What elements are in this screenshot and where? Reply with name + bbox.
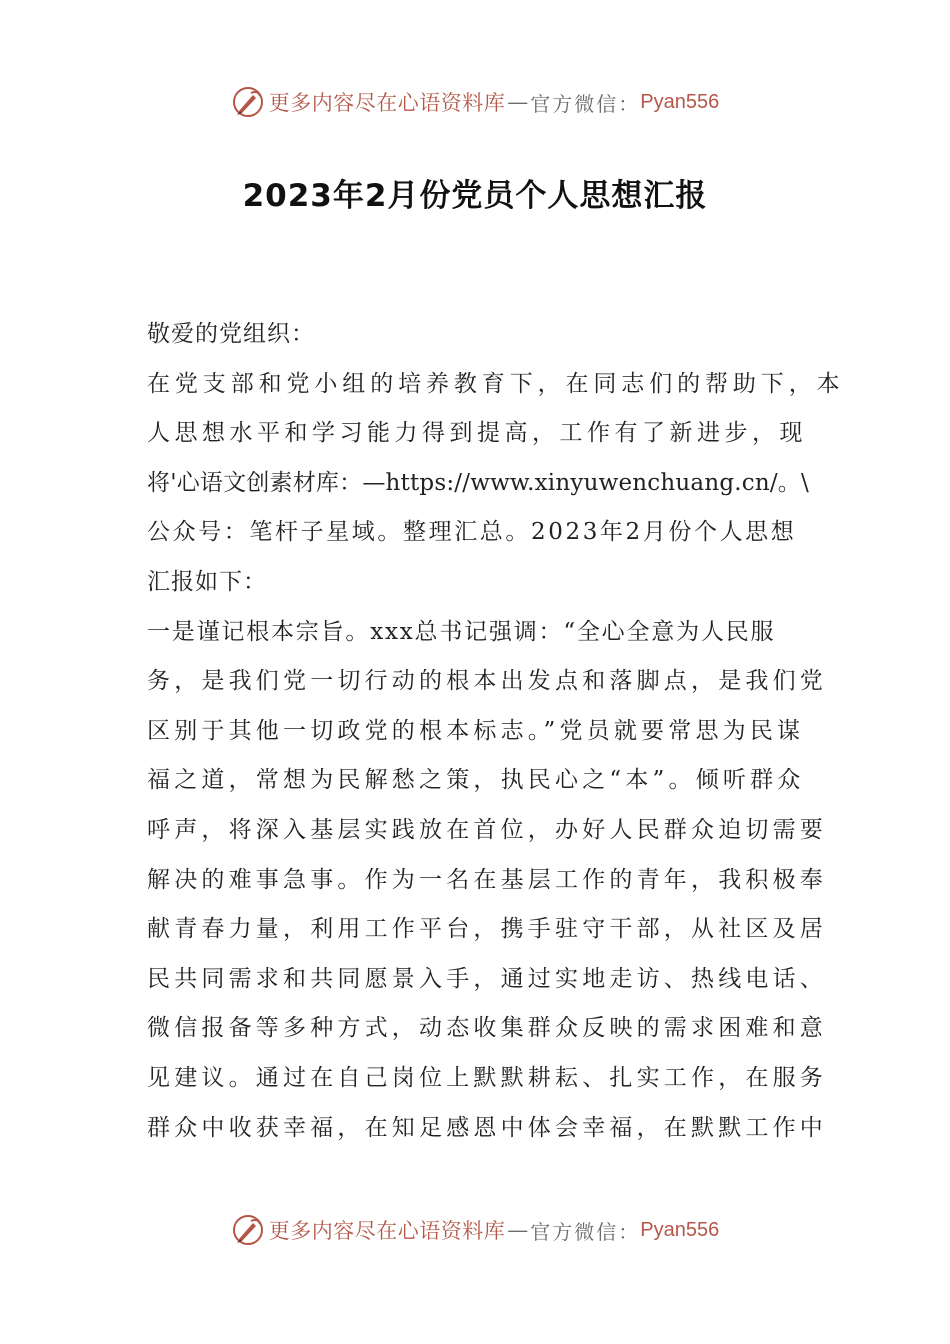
- body-line: 区别于其他一切政党的根本标志。”党员就要常思为民谋: [147, 717, 805, 744]
- body-line: 公众号：笔杆子星域。整理汇总。2023年2月份个人思想: [147, 519, 797, 546]
- body-line: 福之道，常想为民解愁之策，执民心之“本”。倾听群众: [147, 767, 805, 794]
- body-line: 呼声，将深入基层实践放在首位，办好人民群众迫切需要: [147, 816, 827, 843]
- pen-logo-icon: [231, 85, 265, 119]
- body-line: 见建议。通过在自己岗位上默默耕耘、扎实工作，在服务: [147, 1064, 827, 1091]
- header-watermark: [0, 82, 950, 122]
- body-line: 务，是我们党一切行动的根本出发点和落脚点，是我们党: [147, 668, 827, 695]
- body-line: 解决的难事急事。作为一名在基层工作的青年，我积极奉: [147, 866, 827, 893]
- greeting-line: 敬爱的党组织：: [147, 321, 315, 347]
- pen-logo-icon: [231, 1213, 265, 1247]
- document-body: [147, 310, 845, 1153]
- banner-text: 更多内容尽在心语资料库: [268, 1219, 506, 1243]
- body-line: 汇报如下：: [147, 568, 267, 595]
- banner-text: 更多内容尽在心语资料库: [268, 91, 506, 115]
- body-line: 群众中收获幸福，在知足感恩中体会幸福，在默默工作中: [147, 1114, 827, 1141]
- page-title: 2023年2月份党员个人思想汇报: [242, 178, 708, 214]
- body-line: 在党支部和党小组的培养教育下，在同志们的帮助下，本: [147, 370, 845, 397]
- banner-wechat-id: Pyan556: [640, 90, 720, 113]
- body-line: 民共同需求和共同愿景入手，通过实地走访、热线电话、: [147, 965, 827, 992]
- banner-label: 官方微信：: [530, 1219, 641, 1244]
- banner-dash: —: [507, 90, 529, 114]
- body-line: 将'心语文创素材库：—https://www.xinyuwenchuang.cn/。\: [147, 469, 809, 496]
- footer-watermark: [0, 1210, 950, 1250]
- body-line: 献青春力量，利用工作平台，携手驻守干部，从社区及居: [147, 916, 827, 943]
- banner-label: 官方微信：: [530, 91, 641, 116]
- banner-wechat-id: Pyan556: [640, 1218, 720, 1241]
- body-line: 一是谨记根本宗旨。xxx总书记强调：“全心全意为人民服: [147, 618, 776, 645]
- banner-dash: —: [507, 1218, 529, 1242]
- body-line: 人思想水平和学习能力得到提高，工作有了新进步，现: [147, 420, 807, 447]
- body-line: 微信报备等多种方式，动态收集群众反映的需求困难和意: [147, 1015, 827, 1042]
